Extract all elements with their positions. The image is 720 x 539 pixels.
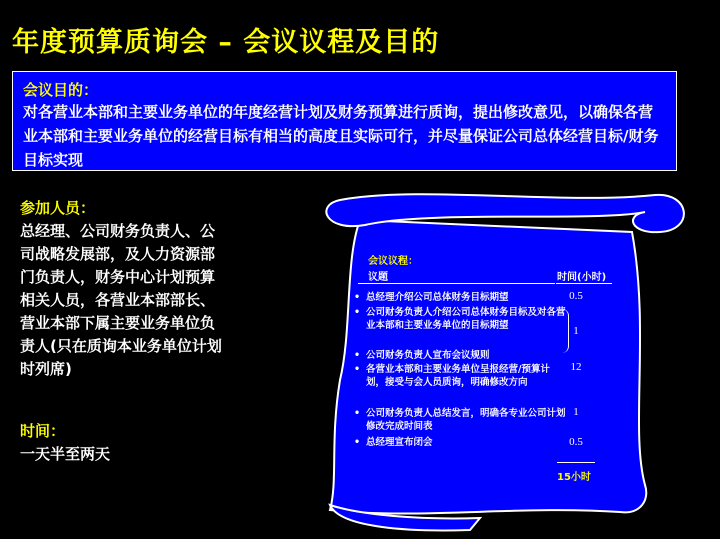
time-heading: 时间： [20, 422, 66, 440]
agenda-item [354, 306, 566, 332]
participants-heading: 参加人员： [20, 199, 96, 217]
total-hours: 15小时 [557, 472, 591, 483]
hours-value: 12 [570, 361, 582, 373]
header-divider [358, 283, 555, 284]
agenda-heading: 会议议程： [368, 256, 418, 267]
goal-text: 对各营业本部和主要业务单位的年度经营计划及财务预算进行质询，提出修改意见，以确保各营业本部和主要业务单位的经营目标有相当的高度且实际可行，并尽量保证公司总体经营目标/财务目标实现 [23, 103, 659, 169]
total-divider [557, 462, 595, 463]
participants-line: 司战略发展部，及人力资源部 [20, 245, 216, 263]
agenda-item [354, 363, 566, 389]
participants-line: 营业本部下属主要业务单位负 [20, 314, 216, 332]
bullet-icon: • [354, 350, 361, 361]
agenda-item [354, 349, 566, 362]
agenda-item-text: 总经理宣布闭会 [366, 437, 433, 448]
participants-line: 责人(只在质询本业务单位计划 [20, 337, 222, 355]
hours-value: 1 [573, 325, 579, 337]
time-column-header: 时间(小时) [557, 272, 607, 283]
bullet-icon: • [354, 292, 361, 303]
header-divider [556, 283, 612, 284]
participants-line: 门负责人，财务中心计划预算 [20, 268, 216, 286]
time-value: 一天半至两天 [20, 445, 111, 463]
hours-value: 1 [573, 406, 579, 418]
bullet-icon: • [354, 437, 361, 448]
topic-column-header: 议题 [368, 272, 388, 283]
agenda-item-text: 总经理介绍公司总体财务目标期望 [366, 292, 509, 303]
bullet-icon: • [354, 408, 361, 419]
goal-heading: 会议目的： [23, 81, 99, 99]
agenda-item [354, 407, 566, 433]
bullet-icon: • [354, 364, 361, 375]
agenda-item-text: 各营业本部和主要业务单位呈报经营/预算计划，接受与会人员质询，明确修改方向 [366, 364, 550, 388]
page-title: 年度预算质询会 – 会议议程及目的 [12, 27, 440, 58]
participants-line: 时列席) [20, 360, 72, 378]
agenda-item-text: 公司财务负责人介绍公司总体财务目标及对各营业本部和主要业务单位的目标期望 [366, 307, 566, 331]
bullet-icon: • [354, 307, 361, 318]
agenda-item [354, 291, 566, 304]
hours-value: 0.5 [569, 290, 583, 302]
participants-line: 相关人员，各营业本部部长、 [20, 291, 216, 309]
agenda-item-text: 公司财务负责人宣布会议规则 [366, 350, 490, 361]
agenda-item [354, 436, 566, 449]
hours-value: 0.5 [569, 436, 583, 448]
participants-line: 总经理、公司财务负责人、公 [20, 222, 216, 240]
agenda-item-text: 公司财务负责人总结发言，明确各专业公司计划修改完成时间表 [366, 408, 566, 432]
